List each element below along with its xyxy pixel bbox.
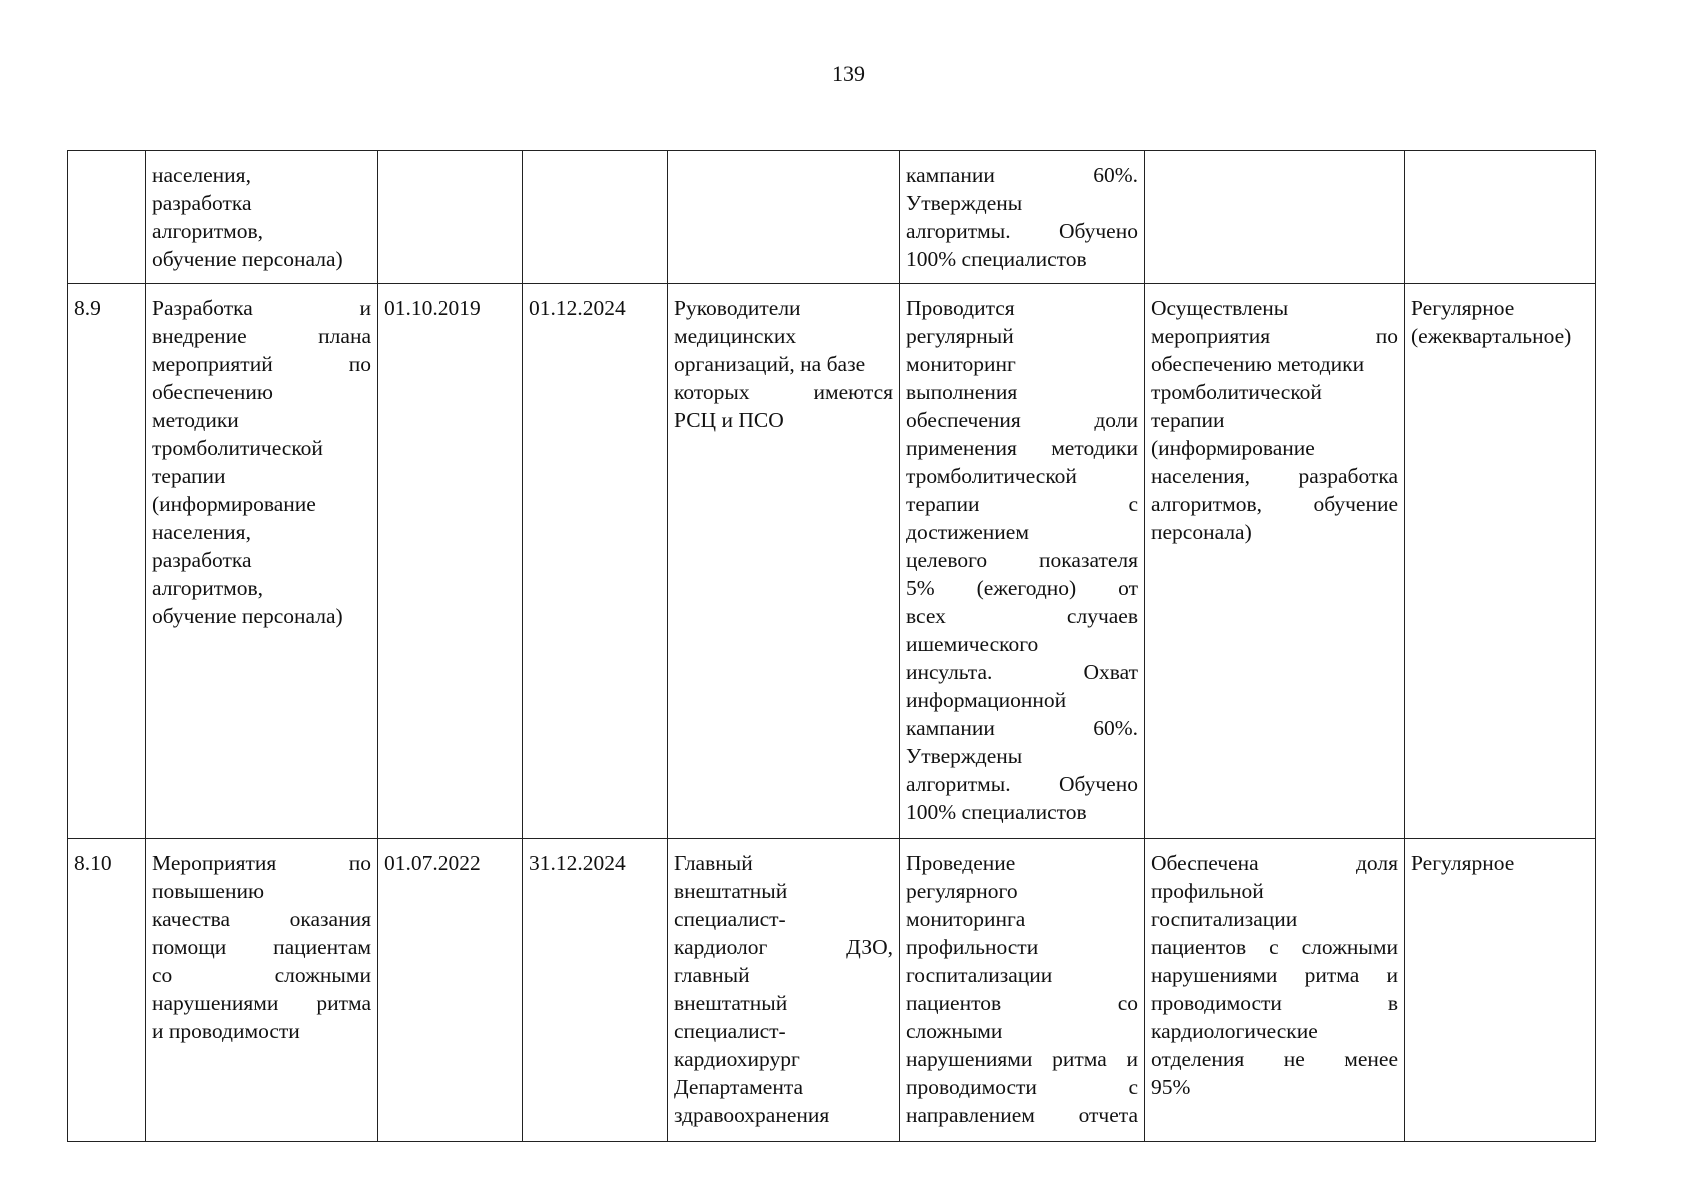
cell-text-line: внедрение плана <box>152 324 371 348</box>
cell-text-line: здравоохранения <box>674 1103 830 1127</box>
cell-text-line: Проводится <box>906 296 1015 320</box>
cell-text-line: населения, <box>152 520 251 544</box>
cell-end-date <box>523 151 668 284</box>
cell-text-line: Главный <box>674 851 753 875</box>
cell-text-line: качества оказания <box>152 907 371 931</box>
table-row <box>68 839 1596 1142</box>
cell-number: 8.10 <box>68 839 146 1142</box>
cell-text-line: Осуществлены <box>1151 296 1289 320</box>
cell-start-date: 01.10.2019 <box>378 284 523 839</box>
cell-indicator <box>900 839 1145 1142</box>
page-number: 139 <box>832 61 865 86</box>
cell-text-line: нарушениями ритма <box>152 991 371 1015</box>
cell-text-line: Департамента <box>674 1075 804 1099</box>
cell-text-line: профильности <box>906 935 1039 959</box>
cell-text-line: Регулярное <box>1411 851 1515 875</box>
cell-text-line: алгоритмы. Обучено <box>906 219 1138 243</box>
table-row <box>68 284 1596 839</box>
cell-text-line: которых имеются <box>674 380 893 404</box>
cell-text-line: со сложными <box>152 963 371 987</box>
cell-text-line: Утверждены <box>906 191 1023 215</box>
cell-text-line: организаций, на базе <box>674 352 866 376</box>
cell-text-line: мероприятия по <box>1151 324 1398 348</box>
cell-activity <box>146 284 378 839</box>
table-row <box>68 151 1596 284</box>
cell-text-line: проводимости с <box>906 1075 1138 1099</box>
cell-start-date <box>378 151 523 284</box>
cell-text-line: госпитализации <box>906 963 1053 987</box>
cell-text-line: Руководители <box>674 296 801 320</box>
cell-number: 8.9 <box>68 284 146 839</box>
cell-text-line: мониторинга <box>906 907 1026 931</box>
cell-text-line: и проводимости <box>152 1019 300 1043</box>
cell-text-line: отделения не менее <box>1151 1047 1398 1071</box>
cell-text-line: РСЦ и ПСО <box>674 408 784 432</box>
cell-text-line: кардиологические <box>1151 1019 1318 1043</box>
cell-text-line: обучение персонала) <box>152 247 343 271</box>
cell-text-line: нарушениями ритма и <box>1151 963 1398 987</box>
cell-text-line: кампании 60%. <box>906 163 1138 187</box>
cell-text-line: персонала) <box>1151 520 1252 544</box>
cell-text-line: 100% специалистов <box>906 247 1087 271</box>
cell-text-line: обеспечения доли <box>906 408 1138 432</box>
cell-end-date: 31.12.2024 <box>523 839 668 1142</box>
cell-text-line: пациентов со <box>906 991 1138 1015</box>
cell-text-line: терапии <box>152 464 226 488</box>
cell-text-line: алгоритмов, обучение <box>1151 492 1398 516</box>
cell-text-line: обучение персонала) <box>152 604 343 628</box>
cell-responsible <box>668 151 900 284</box>
cell-text-line: внештатный <box>674 879 788 903</box>
cell-text-line: обеспечению <box>152 380 273 404</box>
cell-text-line: тромболитической <box>152 436 323 460</box>
cell-text-line: алгоритмов, <box>152 576 264 600</box>
cell-text-line: (информирование <box>1151 436 1315 460</box>
cell-result <box>1145 839 1405 1142</box>
cell-text-line: специалист- <box>674 907 786 931</box>
cell-text-line: обеспечению методики <box>1151 352 1365 376</box>
cell-text-line: Регулярное <box>1411 296 1515 320</box>
cell-text-line: мероприятий по <box>152 352 371 376</box>
cell-activity <box>146 839 378 1142</box>
cell-activity <box>146 151 378 284</box>
cell-text-line: главный <box>674 963 750 987</box>
cell-text-line: информационной <box>906 688 1067 712</box>
cell-text-line: специалист- <box>674 1019 786 1043</box>
cell-text-line: 5% (ежегодно) от <box>906 576 1138 600</box>
cell-text-line: профильной <box>1151 879 1264 903</box>
cell-text-line: населения, <box>152 163 251 187</box>
cell-end-date: 01.12.2024 <box>523 284 668 839</box>
cell-responsible <box>668 839 900 1142</box>
cell-text-line: кардиолог ДЗО, <box>674 935 893 959</box>
cell-indicator <box>900 151 1145 284</box>
cell-indicator <box>900 284 1145 839</box>
cell-text-line: разработка <box>152 191 252 215</box>
cell-text-line: терапии <box>1151 408 1225 432</box>
cell-text-line: (ежеквартальное) <box>1411 324 1572 348</box>
cell-text-line: проводимости в <box>1151 991 1398 1015</box>
cell-text-line: Обеспечена доля <box>1151 851 1398 875</box>
cell-text-line: применения методики <box>906 436 1138 460</box>
cell-result <box>1145 284 1405 839</box>
cell-text-line: 95% <box>1151 1075 1191 1099</box>
cell-text-line: тромболитической <box>906 464 1077 488</box>
cell-periodicity <box>1405 284 1596 839</box>
cell-text-line: кампании 60%. <box>906 716 1138 740</box>
cell-text-line: целевого показателя <box>906 548 1138 572</box>
cell-text-line: сложными <box>906 1019 1003 1043</box>
cell-text-line: всех случаев <box>906 604 1138 628</box>
cell-start-date: 01.07.2022 <box>378 839 523 1142</box>
cell-periodicity <box>1405 839 1596 1142</box>
cell-responsible <box>668 284 900 839</box>
cell-text-line: терапии с <box>906 492 1138 516</box>
cell-text-line: регулярного <box>906 879 1018 903</box>
cell-text-line: выполнения <box>906 380 1018 404</box>
cell-result <box>1145 151 1405 284</box>
cell-text-line: (информирование <box>152 492 316 516</box>
cell-text-line: Проведение <box>906 851 1016 875</box>
cell-text-line: Мероприятия по <box>152 851 371 875</box>
cell-text-line: мониторинг <box>906 352 1016 376</box>
cell-text-line: помощи пациентам <box>152 935 371 959</box>
cell-text-line: нарушениями ритма и <box>906 1047 1138 1071</box>
cell-text-line: 100% специалистов <box>906 800 1087 824</box>
cell-text-line: алгоритмы. Обучено <box>906 772 1138 796</box>
cell-text-line: Разработка и <box>152 296 371 320</box>
cell-text-line: внештатный <box>674 991 788 1015</box>
cell-text-line: кардиохирург <box>674 1047 800 1071</box>
cell-text-line: населения, разработка <box>1151 464 1398 488</box>
cell-text-line: направлением отчета <box>906 1103 1138 1127</box>
cell-text-line: тромболитической <box>1151 380 1322 404</box>
cell-periodicity <box>1405 151 1596 284</box>
cell-text-line: госпитализации <box>1151 907 1298 931</box>
cell-text-line: регулярный <box>906 324 1014 348</box>
cell-text-line: инсульта. Охват <box>906 660 1138 684</box>
cell-text-line: разработка <box>152 548 252 572</box>
cell-text-line: ишемического <box>906 632 1039 656</box>
cell-text-line: Утверждены <box>906 744 1023 768</box>
cell-text-line: медицинских <box>674 324 797 348</box>
cell-text-line: пациентов с сложными <box>1151 935 1398 959</box>
cell-number <box>68 151 146 284</box>
activities-table <box>67 150 1596 1142</box>
cell-text-line: методики <box>152 408 239 432</box>
cell-text-line: достижением <box>906 520 1029 544</box>
cell-text-line: повышению <box>152 879 265 903</box>
cell-text-line: алгоритмов, <box>152 219 264 243</box>
